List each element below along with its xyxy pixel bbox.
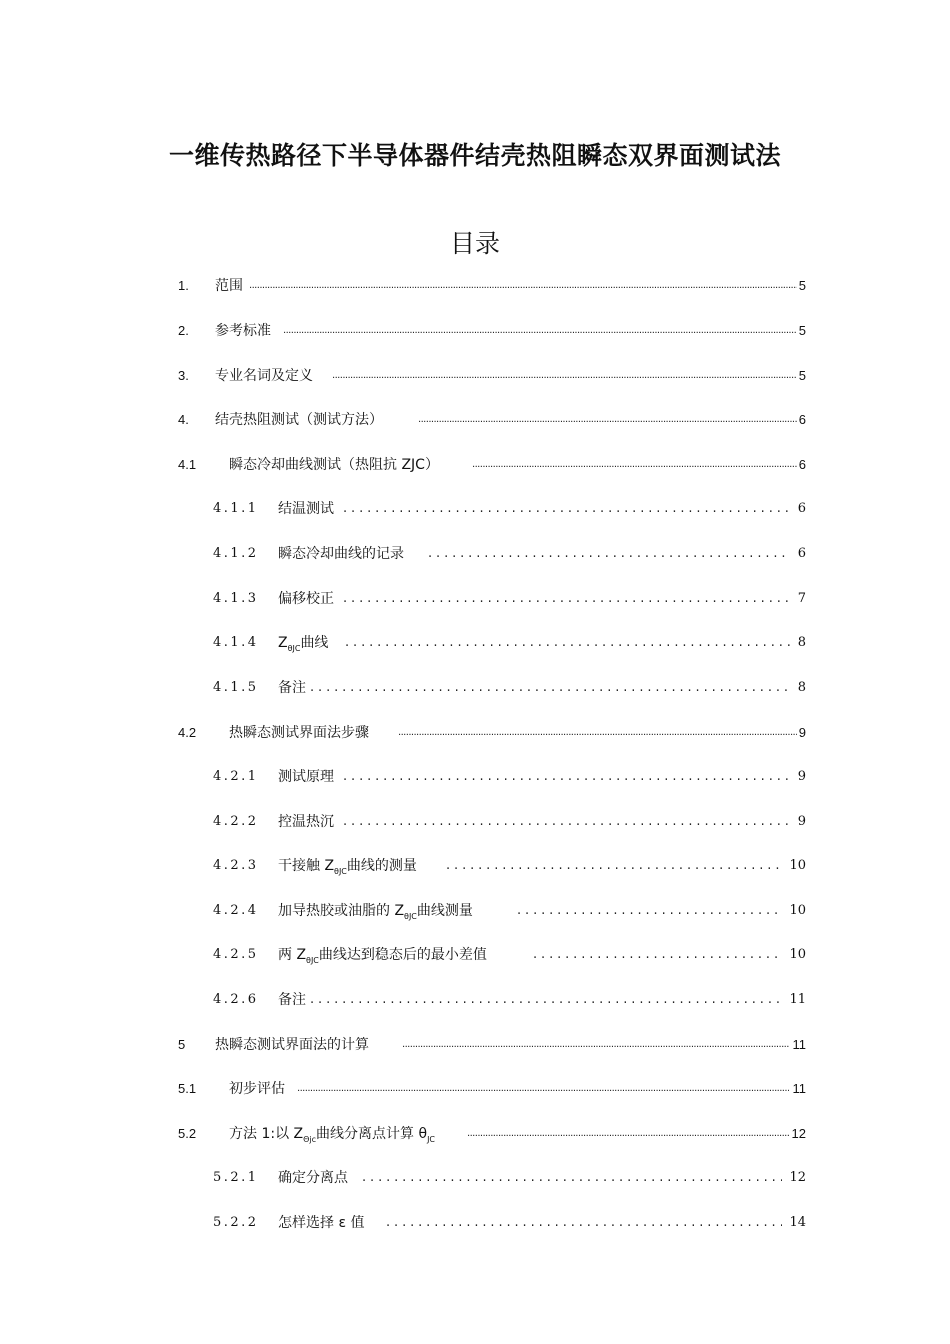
toc-entry[interactable] bbox=[0, 1122, 950, 1146]
toc-leader bbox=[310, 988, 782, 1012]
toc-leader bbox=[297, 1077, 789, 1101]
toc-entry[interactable] bbox=[0, 988, 950, 1012]
toc-entry[interactable] bbox=[0, 721, 950, 745]
toc-entry-page: 6 bbox=[797, 546, 806, 561]
toc-entry[interactable] bbox=[0, 274, 950, 298]
toc-entry[interactable] bbox=[0, 1166, 950, 1190]
toc-entry-page: 6 bbox=[798, 412, 806, 427]
toc-entry-label: 范围 bbox=[215, 278, 243, 294]
toc-entry[interactable] bbox=[0, 899, 950, 923]
toc-entry-number: 2. bbox=[178, 323, 189, 338]
toc-entry-number: 4.2.6 bbox=[213, 992, 259, 1007]
toc-entry-label: 备注 bbox=[278, 992, 306, 1008]
toc-entry-number: 4.1.5 bbox=[213, 680, 259, 695]
toc-entry-page: 11 bbox=[792, 1037, 806, 1052]
toc-entry-label: 热瞬态测试界面法的计算 bbox=[215, 1037, 369, 1053]
toc-entry-page: 6 bbox=[798, 457, 806, 472]
toc-leader bbox=[345, 631, 790, 655]
toc-entry[interactable] bbox=[0, 364, 950, 388]
toc-entry-page: 8 bbox=[797, 635, 806, 650]
toc-entry[interactable] bbox=[0, 765, 950, 789]
toc-leader bbox=[418, 408, 797, 432]
toc-entry[interactable] bbox=[0, 943, 950, 967]
toc-entry-page: 10 bbox=[789, 947, 806, 962]
toc-entry-label: 专业名词及定义 bbox=[215, 368, 313, 384]
toc-entry-label: 测试原理 bbox=[278, 769, 334, 785]
toc-entry-number: 4.2.5 bbox=[213, 947, 259, 962]
toc-entry-number: 5.2 bbox=[178, 1126, 197, 1141]
toc-entry-number: 3. bbox=[178, 368, 189, 383]
toc-leader bbox=[446, 854, 782, 878]
toc-entry-label: 结温测试 bbox=[278, 501, 334, 517]
toc-leader bbox=[343, 587, 790, 611]
toc-entry-label: $Z_{\theta JC}$曲线 bbox=[278, 635, 329, 653]
toc-entry[interactable] bbox=[0, 587, 950, 611]
toc-entry-number: 4.1.3 bbox=[213, 591, 259, 606]
toc-leader bbox=[472, 453, 797, 477]
toc-leader bbox=[398, 721, 797, 745]
toc-entry[interactable] bbox=[0, 319, 950, 343]
toc-entry[interactable] bbox=[0, 1033, 950, 1057]
toc-entry[interactable] bbox=[0, 854, 950, 878]
toc-entry-page: 12 bbox=[789, 1170, 806, 1185]
toc-entry-number: 4.1 bbox=[178, 457, 197, 472]
toc-entry-number: 4.2.3 bbox=[213, 858, 259, 873]
toc-entry-label: 备注 bbox=[278, 680, 306, 696]
toc-entry-number: 5.2.2 bbox=[213, 1215, 259, 1230]
toc-entry-page: 10 bbox=[789, 903, 806, 918]
toc-leader bbox=[362, 1166, 782, 1190]
toc-leader bbox=[517, 899, 782, 923]
toc-entry-label: 控温热沉 bbox=[278, 814, 334, 830]
toc-entry-page: 6 bbox=[797, 501, 806, 516]
toc-entry-label: 结壳热阻测试（测试方法） bbox=[215, 412, 383, 428]
toc-leader bbox=[467, 1122, 789, 1146]
toc-entry-page: 8 bbox=[797, 680, 806, 695]
toc-entry-number: 4.1.1 bbox=[213, 501, 259, 516]
toc-entry-label: 怎样选择 ε 值 bbox=[278, 1215, 365, 1231]
toc-leader bbox=[343, 765, 790, 789]
toc-entry[interactable] bbox=[0, 408, 950, 432]
toc-entry[interactable] bbox=[0, 676, 950, 700]
toc-entry[interactable] bbox=[0, 542, 950, 566]
toc-entry-number: 5.1 bbox=[178, 1081, 197, 1096]
toc-entry-page: 14 bbox=[789, 1215, 806, 1230]
toc-entry-number: 4.1.2 bbox=[213, 546, 259, 561]
toc-leader bbox=[402, 1033, 789, 1057]
toc-entry-label: 加导热胶或油脂的 $Z_{\theta JC}$曲线测量 bbox=[278, 903, 473, 921]
toc-entry-label: 两 $Z_{\theta JC}$曲线达到稳态后的最小差值 bbox=[278, 947, 487, 965]
toc-leader bbox=[310, 676, 790, 700]
toc-heading-text: 目录 bbox=[449, 229, 500, 258]
toc-entry-page: 5 bbox=[798, 368, 806, 383]
toc-entry-label: 确定分离点 bbox=[278, 1170, 348, 1186]
toc-entry-label: 方法 1:以 $Z_{\Theta jc}$曲线分离点计算 $\theta_{JC}$ bbox=[229, 1126, 436, 1144]
document-title bbox=[0, 136, 950, 172]
toc-entry[interactable] bbox=[0, 1077, 950, 1101]
toc-entry-page: 9 bbox=[797, 769, 806, 784]
toc-entry[interactable] bbox=[0, 453, 950, 477]
toc-entry-number: 4.2.4 bbox=[213, 903, 259, 918]
toc-leader bbox=[332, 364, 797, 388]
toc-entry[interactable] bbox=[0, 631, 950, 655]
toc-entry-number: 4.2.1 bbox=[213, 769, 259, 784]
toc-entry-page: 9 bbox=[798, 725, 806, 740]
toc-entry-label: 偏移校正 bbox=[278, 591, 334, 607]
toc-leader bbox=[386, 1211, 782, 1235]
toc-entry-number: 4.2.2 bbox=[213, 814, 259, 829]
toc-entry[interactable] bbox=[0, 497, 950, 521]
document-title-text: 一维传热路径下半导体器件结壳热阻瞬态双界面测试法 bbox=[168, 141, 781, 170]
toc-entry-label: 初步评估 bbox=[229, 1081, 285, 1097]
toc-entry-number: 4.1.4 bbox=[213, 635, 259, 650]
toc-entry[interactable] bbox=[0, 1211, 950, 1235]
toc-entry-page: 9 bbox=[797, 814, 806, 829]
toc-leader bbox=[428, 542, 790, 566]
toc-leader bbox=[533, 943, 782, 967]
toc-entry-page: 11 bbox=[789, 992, 806, 1007]
toc-entry-page: 12 bbox=[791, 1126, 806, 1141]
toc-entry-page: 10 bbox=[789, 858, 806, 873]
toc-entry-number: 4.2 bbox=[178, 725, 197, 740]
toc-entry-page: 11 bbox=[792, 1081, 806, 1096]
toc-entry-label: 瞬态冷却曲线测试（热阻抗 ZJC） bbox=[229, 457, 439, 473]
toc-entry-label: 瞬态冷却曲线的记录 bbox=[278, 546, 404, 562]
toc-entry-page: 7 bbox=[797, 591, 806, 606]
toc-entry-label: 热瞬态测试界面法步骤 bbox=[229, 725, 369, 741]
toc-entry-label: 干接触 $Z_{\theta JC}$曲线的测量 bbox=[278, 858, 417, 876]
toc-leader bbox=[343, 497, 790, 521]
toc-entry-page: 5 bbox=[798, 278, 806, 293]
toc-leader bbox=[343, 810, 790, 834]
toc-entry-page: 5 bbox=[798, 323, 806, 338]
toc-entry-number: 5.2.1 bbox=[213, 1170, 259, 1185]
toc-leader bbox=[249, 274, 797, 298]
toc-entry-label: 参考标准 bbox=[215, 323, 271, 339]
toc-entry-number: 4. bbox=[178, 412, 189, 427]
toc-leader bbox=[283, 319, 797, 343]
toc-heading bbox=[0, 224, 950, 260]
toc-entry-number: 5 bbox=[178, 1037, 186, 1052]
toc-entry-number: 1. bbox=[178, 278, 189, 293]
toc-entry[interactable] bbox=[0, 810, 950, 834]
